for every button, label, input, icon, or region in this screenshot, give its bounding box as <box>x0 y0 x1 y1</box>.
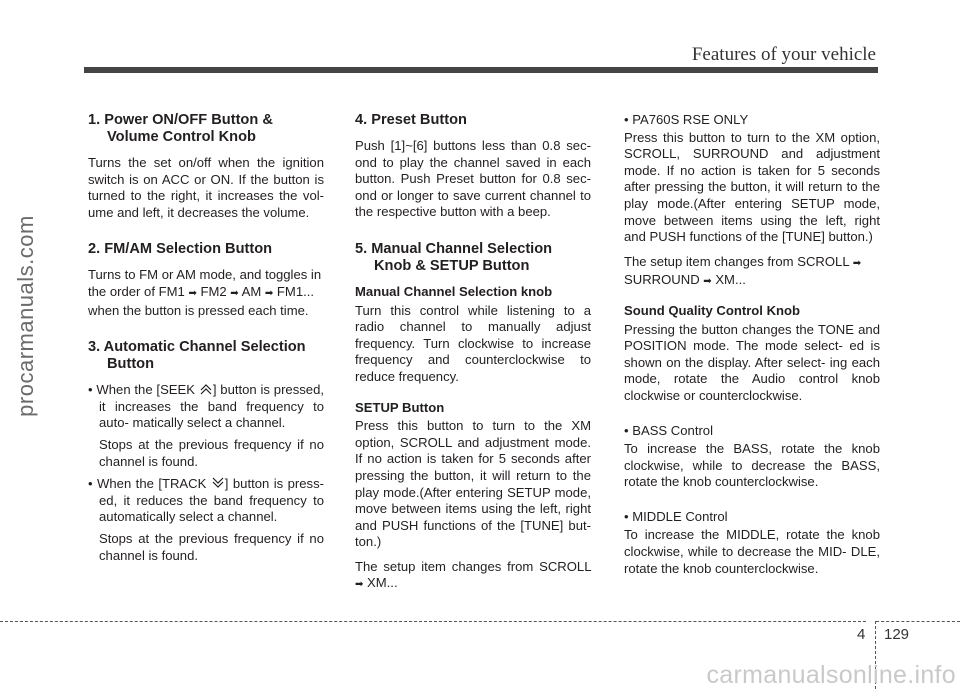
section-2-text-c: when the button is pressed each time. <box>88 302 309 318</box>
arrow-icon: ➡ <box>703 276 712 288</box>
middle-bullet: • MIDDLE Control <box>624 508 728 524</box>
setup-changes-end: XM... <box>367 575 398 591</box>
column-3 <box>624 112 880 585</box>
section-3-heading-line-2: Button <box>107 356 155 373</box>
section-5-heading-line-2: Knob & SETUP Button <box>374 257 530 274</box>
section-5-heading-line-1: 5. Manual Channel Selection <box>355 240 553 257</box>
sound-quality-text: Pressing the button changes the TONE and POSITION mode. The mode select- ed is shown on the display. After select- ing each mode, rotate the Audio control knob clockwise or counterclockwise. <box>624 321 880 403</box>
fm1-label: FM1... <box>276 283 315 299</box>
rse-changes-lead: The setup item changes from SCROLL <box>624 253 850 269</box>
setup-text: Press this button to turn to the XM option, SCROLL and adjustment mode. If no action is taken for 5 seconds after pressing the button, it will return to the play mode.(After entering SETUP mode, move between items using the left, right and PUSH functions of the [TUNE] but- ton.) <box>355 418 591 550</box>
seek-bullet-lead: • When the [SEEK <box>88 382 196 398</box>
side-watermark: procarmanuals.com <box>13 215 38 417</box>
middle-text: To increase the MIDDLE, rotate the knob clockwise, while to decrease the MID- DLE, rotate the knob counterclockwise. <box>624 527 880 576</box>
track-bullet-lead: • When the [TRACK <box>88 476 207 492</box>
manual-channel-heading: Manual Channel Selection knob <box>355 283 553 299</box>
track-bullet-rest: ] button is press- ed, it reduces the band frequency to automatically select a channel. <box>99 476 325 525</box>
arrow-icon: ➡ <box>852 257 862 269</box>
rse-changes <box>624 254 880 291</box>
bottom-watermark: carmanualsonline.info <box>706 661 956 689</box>
section-1-heading-line-1: 1. Power ON/OFF Button & <box>88 112 273 128</box>
chevron-down-icon <box>211 477 225 489</box>
seek-bullet-rest: ] button is pressed, it increases the band frequency to auto- matically select a channel. <box>99 382 325 431</box>
column-2 <box>355 112 591 602</box>
rse-text: Press this button to turn to the XM option, SCROLL, SURROUND and adjustment mode. If no action is taken for 5 seconds after pressing the button, it will return to the play mode.(After entering SETUP mode, move between items using the left, right and PUSH functions of the [TUNE] button.) <box>624 129 880 245</box>
fm2-label: FM2 <box>200 283 227 299</box>
section-2-text-a: Turns to FM or AM mode, and toggles in <box>88 267 322 283</box>
section-1-heading <box>88 112 324 146</box>
xm-label: XM... <box>715 272 746 288</box>
chapter-number: 4 <box>857 626 866 643</box>
footer-rule <box>0 621 866 622</box>
column-1 <box>88 112 324 570</box>
setup-heading: SETUP Button <box>355 399 445 415</box>
section-3-heading <box>88 339 324 373</box>
page-number: 129 <box>884 626 910 643</box>
section-4-text: Push [1]~[6] buttons less than 0.8 sec- ond to play the channel saved in each button. Push Preset button for 0.8 sec- ond or longer to save current channel to the respective button with a beep. <box>355 138 591 220</box>
arrow-icon: ➡ <box>230 287 239 299</box>
footer-rule-right <box>876 621 960 622</box>
am-label: AM <box>241 283 262 299</box>
bass-bullet: • BASS Control <box>624 422 714 438</box>
sound-quality-heading: Sound Quality Control Knob <box>624 302 801 318</box>
section-3-heading-line-1: 3. Automatic Channel Selection <box>88 339 306 356</box>
chevron-up-icon <box>199 383 213 395</box>
section-2-text <box>88 267 324 319</box>
header-title: Features of your vehicle <box>691 44 876 65</box>
arrow-icon: ➡ <box>264 287 274 299</box>
bass-text: To increase the BASS, rotate the knob clockwise, while to decrease the BASS, rotate the knob counterclockwise. <box>624 441 880 490</box>
setup-changes <box>355 559 591 594</box>
manual-channel-text: Turn this control while listening to a radio channel to manually adjust frequency. Turn clockwise to increase frequency and counterclockwise to reduce frequency. <box>355 302 591 384</box>
header-rule <box>84 67 878 73</box>
section-1-text: Turns the set on/off when the ignition switch is on ACC or ON. If the button is turned to the right, it increases the vol- ume and left, it decreases the volume. <box>88 155 324 220</box>
arrow-icon: ➡ <box>188 287 197 299</box>
section-2-text-b: the order of FM1 <box>88 283 185 299</box>
section-1-heading-line-2: Volume Control Knob <box>107 129 256 145</box>
section-2-heading: 2. FM/AM Selection Button <box>88 241 273 258</box>
track-bullet-note: Stops at the previous frequency if no channel is found. <box>99 530 324 563</box>
seek-bullet <box>88 382 324 432</box>
section-5-heading <box>355 241 591 275</box>
seek-bullet-note: Stops at the previous frequency if no channel is found. <box>99 436 324 469</box>
rse-bullet: • PA760S RSE ONLY <box>624 112 749 127</box>
arrow-icon: ➡ <box>355 579 364 591</box>
track-bullet <box>88 476 324 526</box>
section-4-heading: 4. Preset Button <box>355 112 467 128</box>
surround-label: SURROUND <box>624 272 700 288</box>
setup-changes-lead: The setup item changes from SCROLL <box>355 558 591 574</box>
